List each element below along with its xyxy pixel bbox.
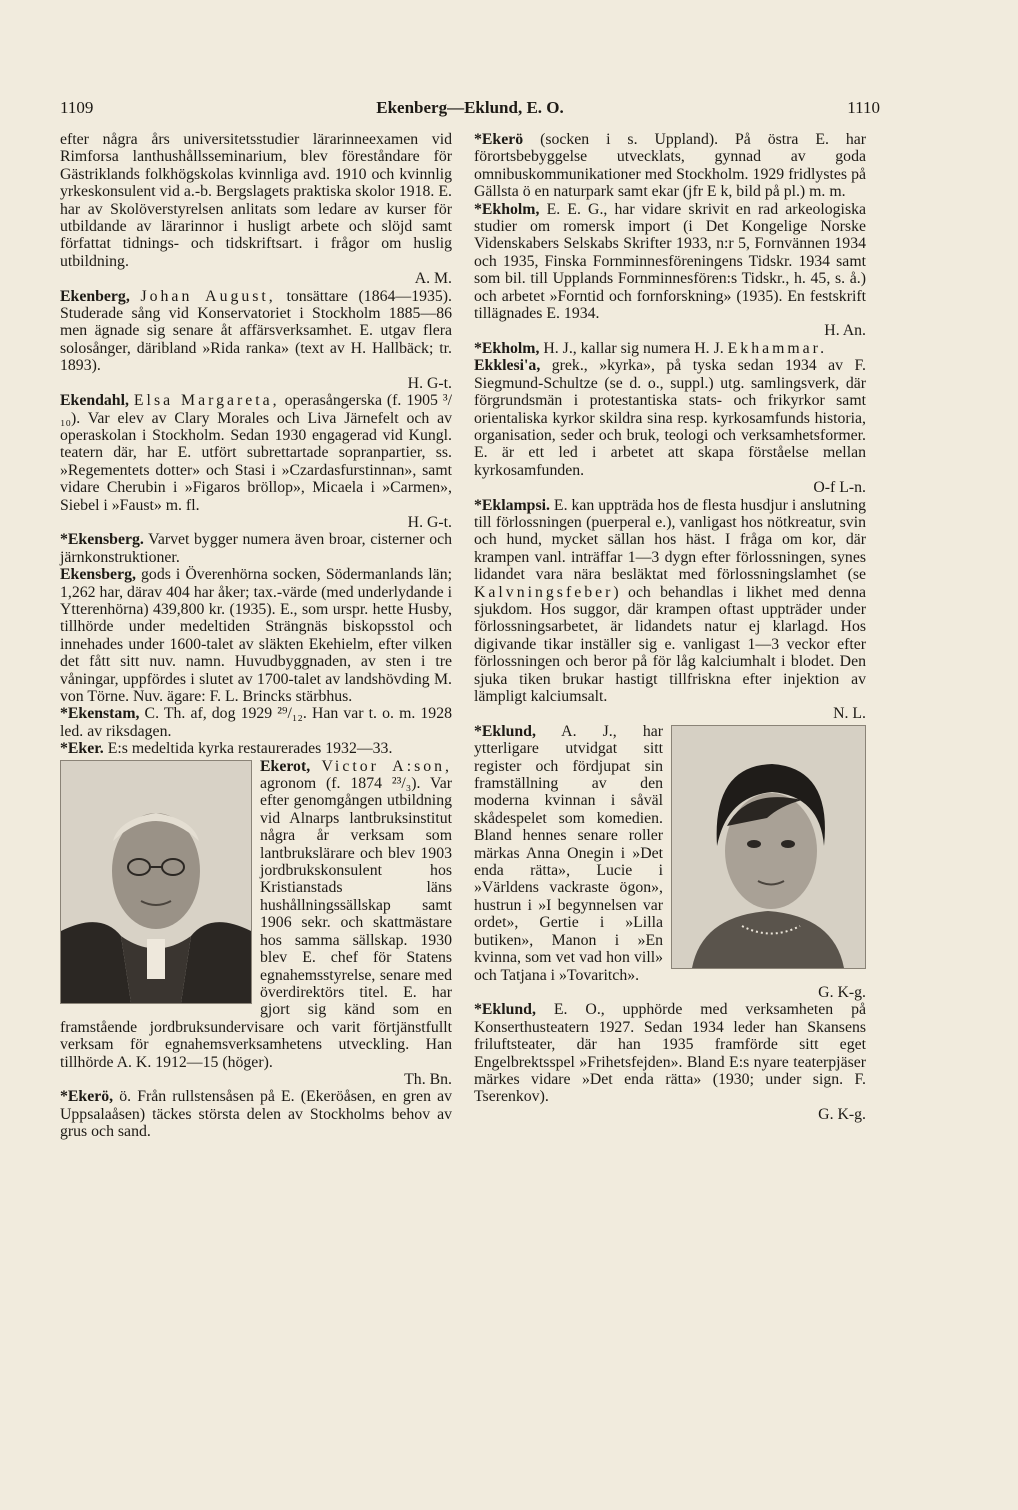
entry-ekholm-eeg <box>474 201 866 340</box>
entry-ekholm-hj <box>474 340 866 357</box>
entry-text: H. J., kallar sig numera H. J. <box>543 339 724 357</box>
entry-text: C. Th. af, dog 1929 ²⁹/₁₂. Han var t. o. m. 1928 led. av riksdagen. <box>60 705 453 740</box>
entry-continued <box>60 131 452 288</box>
right-column <box>474 131 866 1123</box>
entry-headword: *Eklund, <box>474 722 536 740</box>
entry-person-name: Ekhammar. <box>727 339 828 357</box>
entry-text: grek., »kyrka», på tyska sedan 1934 av F. Siegmund-Schultze (se d. o., suppl.) utg. samlingsverk, där förgrundsmän i protestantiska stats- och frikyrkor samt orientaliska kyrkor skildra sina resp. kyrkosamfunds historia, organisation, seder och bruk, teologi och verksamhetsformer. E. är ett led i arbetet att skapa förståelse mellan kyrkosamfunden. <box>474 357 866 479</box>
portrait-photo-ekerot <box>60 760 252 1004</box>
entry-signature: H. An. <box>824 322 866 340</box>
page-number-right: 1110 <box>847 98 880 117</box>
entry-signature: G. K-g. <box>818 1105 866 1123</box>
entry-headword: *Ekholm, <box>474 339 540 357</box>
entry-headword: Ekendahl, <box>60 392 129 410</box>
portrait-man-image <box>61 761 251 1003</box>
entry-ekero-island <box>60 1088 452 1140</box>
entry-text: E. E. G., har vidare skrivit en rad arkeologiska studier om romersk import (i Det Kongelige Norske Videnskabers Selskabs Skrifter 1933, n:r 5, Fornvännen 1934 och 1935, Finska Fornminnesföreningens Tidskr. 1934 samt som bil. till Upplands Fornminnesfören:s Tidskr., h. 45, s. å.) och arbetet »Forntid och fornforskning» (1935). En festskrift tillägnades E. 1934. <box>474 200 867 323</box>
entry-person-name: Elsa Margareta, <box>133 392 280 410</box>
entry-eker <box>60 740 452 757</box>
entry-headword: *Eker. <box>60 740 104 758</box>
page-header <box>60 98 880 122</box>
entry-headword: Ekerot, <box>260 757 311 775</box>
entry-person-name: Johan August, <box>140 287 276 305</box>
entry-ekendahl <box>60 392 452 531</box>
portrait-woman-image <box>672 726 865 968</box>
entry-signature: Th. Bn. <box>404 1070 452 1088</box>
entry-eklund-eo <box>474 1001 866 1123</box>
entry-text: efter några års universitetsstudier lärarinneexamen vid Rimforsa lanthushållsseminarium, blev föreståndare för Gästriklands folkhögskolas kvinnliga avd. 1910 och kvinnlig yrkeskonsulent vid a.-b. Bergslagets praktiska skolor 1918. E. har av Skolöverstyrelsen anlitats som ledare av kurser för utbildande av lärarinnor i husligt arbete och slöjd samt författat tidnings- och tidskriftsart. i frågor om huslig utbildning. <box>60 131 452 270</box>
entry-text: agronom (f. 1874 ²³/₃). Var efter genomgången utbildning vid Alnarps lantbruksinstitut några år verksam som lantbrukslärare och blev 1903 jordbrukskonsulent hos Kristianstads läns hushållningssällskap samt 1906 sekr. och skattmästare hos samma sällskap. 1930 blev E. chef för Statens egnahemsstyrelse, senare med överdirektörs titel. E. har gjort sig känd som en framstående jordbruksundervisare och varit förtjänstfullt verksam för egnahemsverksamhetens utveckling. Han tillhörde A. K. 1912—15 (höger). <box>60 775 452 1071</box>
entry-signature: H. G-t. <box>407 374 452 392</box>
entry-headword: Ekklesi'a, <box>474 357 541 375</box>
portrait-photo-eklund <box>671 725 866 969</box>
entry-ekerot <box>60 758 452 1089</box>
entry-ekklesia <box>474 357 866 496</box>
page-number-left: 1109 <box>60 98 94 117</box>
entry-ekensberg-shipyard <box>60 531 452 566</box>
running-title: Ekenberg—Eklund, E. O. <box>376 98 564 117</box>
entry-text: ) och behandlas i likhet med denna sjukdom. Hos suggor, där krampen oftast uppträder under förlossningsarbetet, är lidandets natur ej klarlagd. Hos digivande tikar inställer sig e. vanligast 1—3 veckor efter förlossningen och beror på för låg kalciumhalt i blodet. Den sjuka tiken brukar hastigt tillfriskna efter injektion av lämpligt kalciumsalt. <box>474 583 866 705</box>
entry-headword: *Ekenstam, <box>60 705 140 723</box>
entry-cross-reference: Kalvningsfeber <box>474 583 614 601</box>
entry-ekero-parish <box>474 131 866 201</box>
entry-headword: *Ekerö, <box>60 1088 114 1106</box>
entry-text: ö. Från rullstensåsen på E. (Ekeröåsen, en gren av Uppsalaåsen) täckes största delen av Stockholms behov av grus och sand. <box>60 1088 452 1141</box>
entry-ekenberg <box>60 288 452 392</box>
entry-text: E. O., upphörde med verksamheten på Konserthusteatern 1927. Sedan 1934 leder han Skansens friluftsteater, där han 1935 framförde sitt eget Engelbrektsspel »Frihetsfejden». Bland E:s nyare teaterpjäser märkes vidare »Det enda rätta» (1930; under sign. F. Tserenkov). <box>474 1001 866 1106</box>
entry-signature: N. L. <box>833 705 866 723</box>
entry-headword: *Eklund, <box>474 1001 536 1019</box>
entry-text: E. kan uppträda hos de flesta husdjur i anslutning till förlossningen (puerperal e.), vanligast hos nötkreatur, svin och hund, mycket sällan hos häst. I fråga om kor, där krampen vanl. inträffar 1—3 dygn efter förlossningen, synes lidandet vara nära besläktat med förlossningslamhet (se <box>474 496 866 584</box>
entry-signature: G. K-g. <box>818 983 866 1001</box>
entry-text: A. J., har ytterligare utvidgat sitt register och fördjupat sin framställning av den moderna kvinnan i såväl skådespelet som komedien. Bland hennes senare roller märkas Anna Onegin i »Det enda rätta», Lucie i »Världens vackraste ögon», hustrun i »I begynnelsen var ordet», Gertie i »Lilla butiken», Manon i »En kvinna, som vet vad hon vill» och Tatjana i »Tovaritch». <box>474 722 663 984</box>
entry-text: Varvet bygger numera även broar, cisterner och järnkonstruktioner. <box>60 531 452 566</box>
entry-signature: O-f L-n. <box>813 479 866 497</box>
entry-eklampsi <box>474 497 866 723</box>
entry-headword: Ekensberg, <box>60 566 136 584</box>
entry-eklund-aj <box>474 723 866 1002</box>
left-column <box>60 131 452 1141</box>
entry-text: E:s medeltida kyrka restaurerades 1932—33. <box>107 740 393 758</box>
entry-ekenstam <box>60 705 452 740</box>
entry-text: tonsättare (1864—1935). Studerade sång vid Konservatoriet i Stockholm 1885—86 men ägnade sig senare åt affärsverksamhet. E. utgav flera solosånger, däribland »Rida ranka» (text av H. Hallbäck; tr. 1893). <box>60 287 453 375</box>
entry-text: gods i Överenhörna socken, Södermanlands län; 1,262 har, därav 404 har åker; tax.-värde (med underlydande i Ytterenhörna) 439,800 kr. (1935). E., som urspr. hette Husby, tillhörde under medeltiden Strängnäs biskopsstol och innehades under 1600-talet av släkten Ekehielm, efter vilken det fått sitt nuv. namn. Huvudbyggnaden, av sten i tre våningar, uppfördes i slutet av 1700-talet av landshövding M. von Törne. Nuv. ägare: F. L. Brincks stärbhus. <box>60 566 452 705</box>
entry-ekensberg-estate <box>60 566 452 705</box>
entry-text: (socken i s. Uppland). På östra E. har förortsbebyggelse utvecklats, gynnad av goda omnibuskommunikationer med Stockholm. 1929 fridlystes på Gällsta ö en naturpark samt ekar (jfr E k, bild på pl.) m. m. <box>474 131 866 201</box>
entry-text: operasångerska (f. 1905 ³/₁₀). Var elev av Clary Morales och Liva Järnefelt och av operaskolan i Stockholm. Sedan 1930 engagerad vid Kungl. teatern där, har E. utfört subrettartade sopranpartier, ss. »Regementets dotter» och Stasi i »Czardasfurstinnan», samt vidare Cherubin i »Figaros bröllop», Micaela i »Carmen», Siebel i »Faust» m. fl. <box>60 392 453 514</box>
entry-headword: *Ekerö <box>474 131 524 148</box>
entry-headword: *Ekholm, <box>474 200 540 218</box>
entry-signature: H. G-t. <box>407 513 452 531</box>
entry-person-name: Victor A:son, <box>321 757 452 775</box>
entry-signature: A. M. <box>414 270 452 288</box>
entry-headword: Ekenberg, <box>60 287 130 305</box>
entry-headword: *Eklampsi. <box>474 496 550 514</box>
entry-headword: *Ekensberg. <box>60 531 144 549</box>
